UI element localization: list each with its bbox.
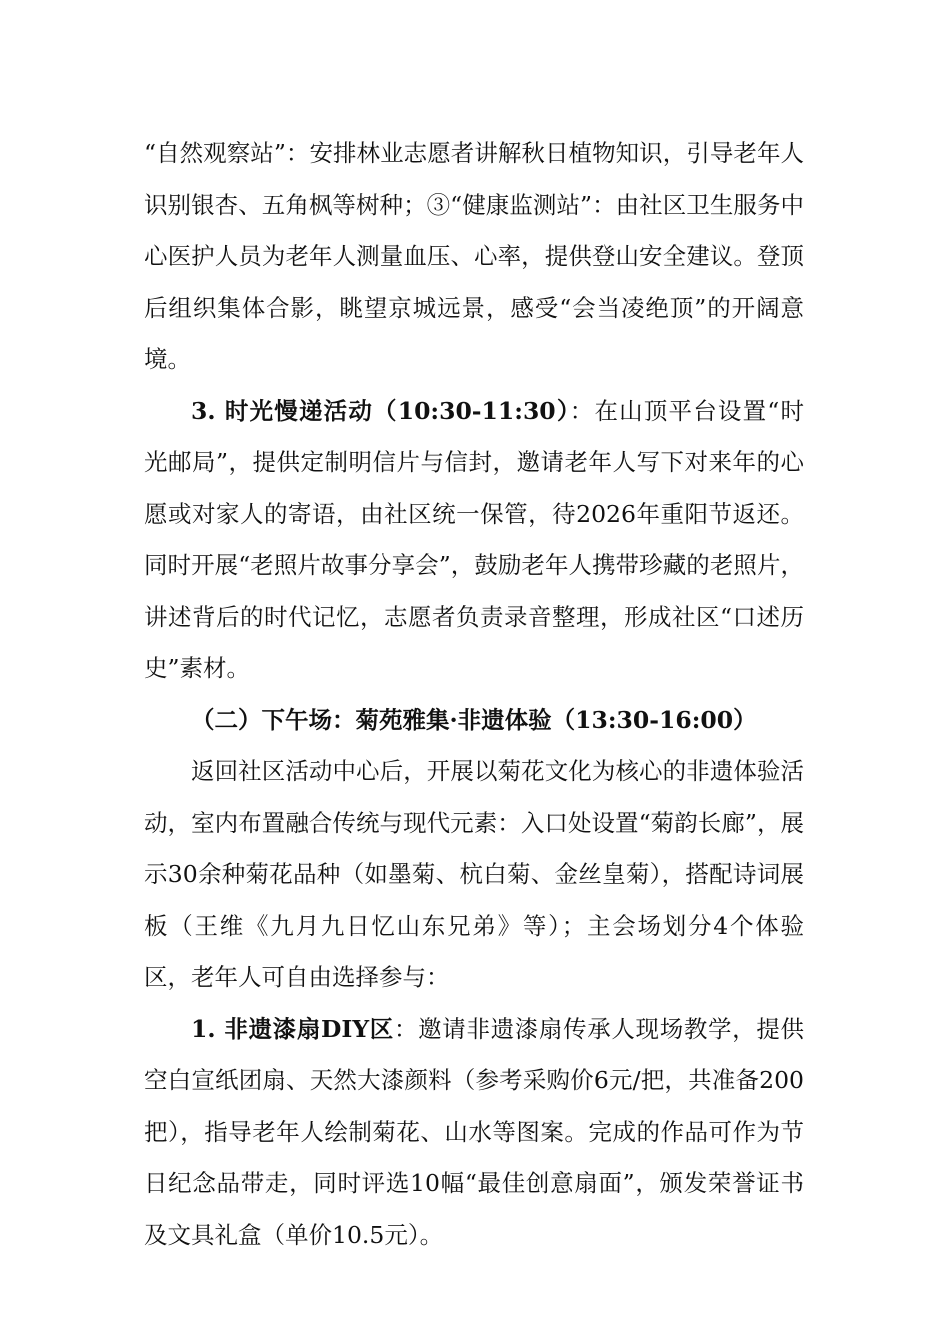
paragraph-observation-health: “自然观察站”：安排林业志愿者讲解秋日植物知识，引导老年人识别银杏、五角枫等树种；③“健康监测站”：由社区卫生服务中心医护人员为老年人测量血压、心率，提供登山安全建议。登顶后组织集体合影，眺望京城远景，感受“会当凌绝顶”的开阔意境。 — [144, 139, 804, 373]
paragraph-chrysanthemum-intro: 返回社区活动中心后，开展以菊花文化为核心的非遗体验活动，室内布置融合传统与现代元素：入口处设置“菊韵长廊”，展示30余种菊花品种（如墨菊、杭白菊、金丝皇菊），搭配诗词展板（王维《九月九日忆山东兄弟》等）；主会场划分4个体验区，老年人可自由选择参与： — [144, 757, 804, 991]
item-3-heading: 3. 时光慢递活动（10:30-11:30） — [191, 396, 570, 425]
document-body — [144, 128, 804, 1261]
item-1-heading: 1. 非遗漆扇DIY区 — [191, 1014, 394, 1043]
item-3-body: ：在山顶平台设置“时光邮局”，提供定制明信片与信封，邀请老年人写下对来年的心愿或对家人的寄语，由社区统一保管，待2026年重阳节返还。同时开展“老照片故事分享会”，鼓励老年人携带珍藏的老照片，讲述背后的时代记忆，志愿者负责录音整理，形成社区“口述历史”素材。 — [144, 396, 804, 682]
paragraph-lacquer-fan — [144, 1004, 804, 1262]
paragraph-time-mail — [144, 386, 804, 695]
item-1-body: ：邀请非遗漆扇传承人现场教学，提供空白宣纸团扇、天然大漆颜料（参考采购价6元/把，共准备200把），指导老年人绘制菊花、山水等图案。完成的作品可作为节日纪念品带走，同时评选10幅“最佳创意扇面”，颁发荣誉证书及文具礼盒（单价10.5元）。 — [144, 1014, 804, 1249]
section-2-heading: （二）下午场：菊苑雅集·非遗体验（13:30-16:00） — [191, 705, 757, 734]
